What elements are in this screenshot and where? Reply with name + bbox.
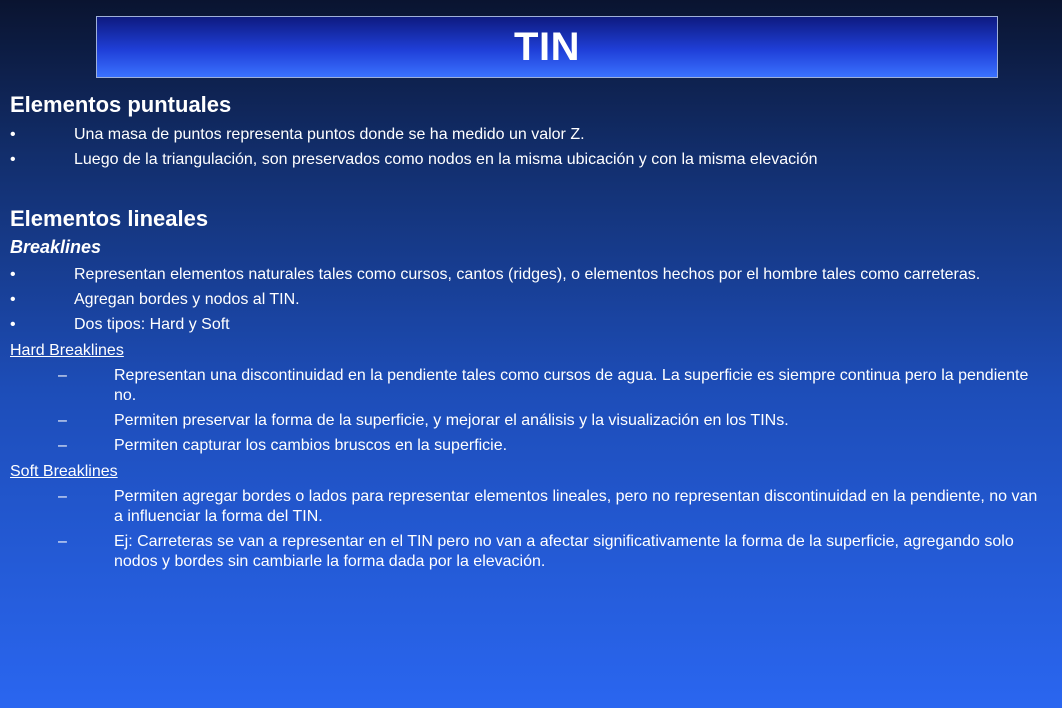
bullet-item <box>10 315 1050 335</box>
bullet-marker: • <box>10 126 16 143</box>
bullet-marker: • <box>10 316 16 333</box>
dash-marker: – <box>58 412 67 429</box>
bullet-item <box>10 265 1050 285</box>
slide-body <box>10 90 1050 572</box>
slide-title: TIN <box>514 24 580 69</box>
bullet-item <box>10 150 1050 170</box>
dash-text: Permiten capturar los cambios bruscos en la superficie. <box>114 437 508 454</box>
subheading-breaklines: Breaklines <box>10 237 102 257</box>
dash-text: Permiten preservar la forma de la superficie, y mejorar el análisis y la visualización en los TINs. <box>114 412 789 429</box>
dash-marker: – <box>58 437 67 454</box>
dash-item <box>10 532 1050 572</box>
bullet-text: Luego de la triangulación, son preservados como nodos en la misma ubicación y con la misma elevación <box>74 151 818 168</box>
bullet-text: Una masa de puntos representa puntos donde se ha medido un valor Z. <box>74 126 585 143</box>
bullet-item <box>10 125 1050 145</box>
hard-breaklines-label: Hard Breaklines <box>10 342 124 359</box>
dash-item <box>10 487 1050 527</box>
bullet-text: Representan elementos naturales tales como cursos, cantos (ridges), o elementos hechos por el hombre tales como carreteras. <box>74 266 981 283</box>
dash-text: Ej: Carreteras se van a representar en el TIN pero no van a afectar significativamente la forma de la superficie, agregando solo nodos y bordes sin cambiarle la forma dada por la elevación. <box>114 533 1014 570</box>
bullet-text: Dos tipos: Hard y Soft <box>74 316 230 333</box>
section-heading-puntuales: Elementos puntuales <box>10 92 232 117</box>
bullet-text: Agregan bordes y nodos al TIN. <box>74 291 300 308</box>
dash-text: Permiten agregar bordes o lados para representar elementos lineales, pero no representan discontinuidad en la pendiente, no van a influenciar la forma del TIN. <box>114 488 1038 525</box>
dash-marker: – <box>58 533 67 550</box>
bullet-marker: • <box>10 151 16 168</box>
dash-item <box>10 411 1050 431</box>
dash-marker: – <box>58 488 67 505</box>
dash-item <box>10 366 1050 406</box>
bullet-marker: • <box>10 291 16 308</box>
soft-breaklines-label: Soft Breaklines <box>10 463 118 480</box>
dash-text: Representan una discontinuidad en la pendiente tales como cursos de agua. La superficie es siempre continua pero la pendiente no. <box>114 367 1029 404</box>
dash-item <box>10 436 1050 456</box>
bullet-marker: • <box>10 266 16 283</box>
dash-marker: – <box>58 367 67 384</box>
slide-title-box <box>96 16 998 78</box>
section-heading-lineales: Elementos lineales <box>10 206 209 231</box>
bullet-item <box>10 290 1050 310</box>
